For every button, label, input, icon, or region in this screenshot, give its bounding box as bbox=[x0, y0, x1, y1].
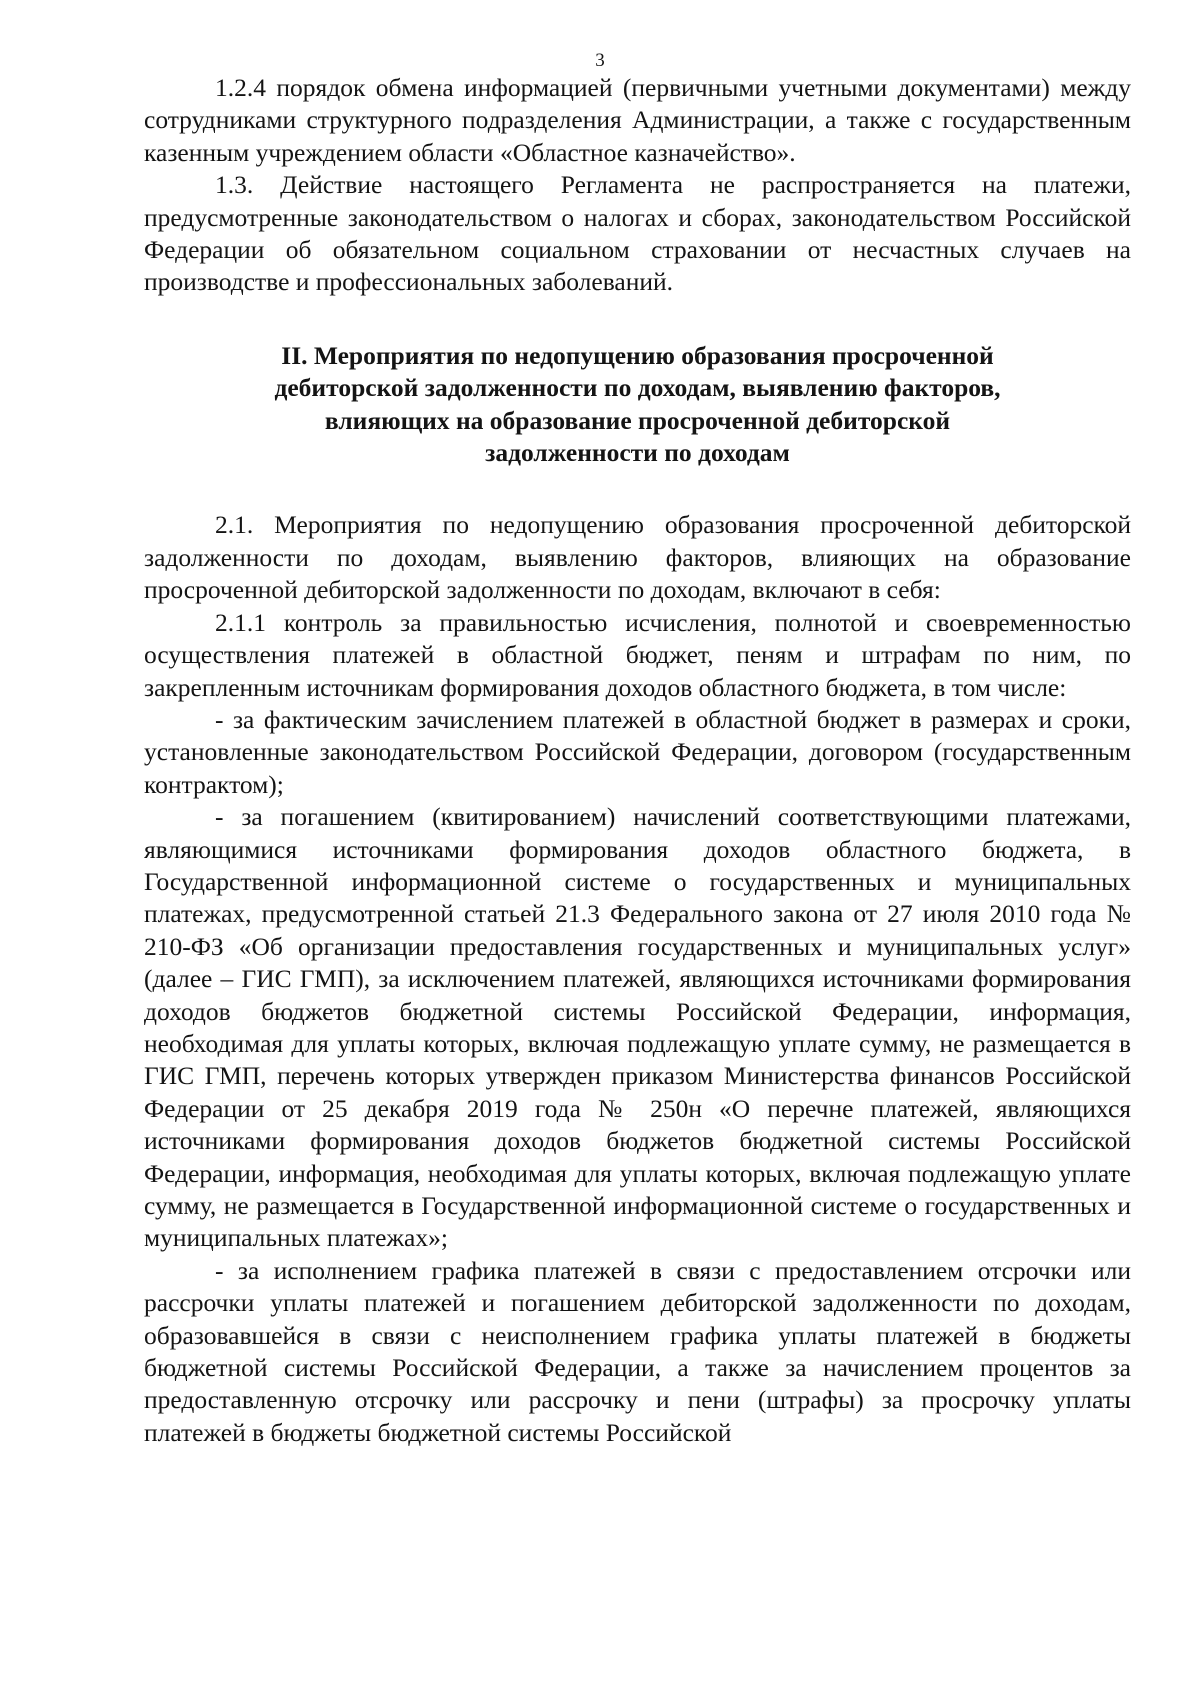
paragraph-1-2-4: 1.2.4 порядок обмена информацией (первичными учетными документами) между сотрудниками структурного подразделения Администрации, а также с государственным казенным учреждением области «Областное казначейство». bbox=[144, 73, 1131, 167]
page-number: 3 bbox=[595, 50, 605, 71]
section-heading bbox=[144, 340, 1131, 470]
paragraph-2-1-1: 2.1.1 контроль за правильностью исчисления, полнотой и своевременностью осуществления платежей в областной бюджет, пеням и штрафам по ним, по закрепленным источникам формирования доходов областного бюджета, в том числе: bbox=[144, 607, 1131, 702]
bullet-paragraph: - за исполнением графика платежей в связи с предоставлением отсрочки или рассрочки уплаты платежей и погашением дебиторской задолженности по доходам, образовавшейся в связи с неисполнением графика уплаты платежей в бюджеты бюджетной системы Российской Федерации, а также за начислением процентов за предоставленную отсрочку или рассрочку и пени (штрафы) за просрочку уплаты платежей в бюджеты бюджетной системы Российской bbox=[144, 1255, 1131, 1447]
document-body bbox=[144, 72, 1131, 1449]
section-heading-line: II. Мероприятия по недопущению образования просроченной bbox=[281, 340, 994, 370]
paragraph-2-1: 2.1. Мероприятия по недопущению образования просроченной дебиторской задолженности по доходам, выявлению факторов, влияющих на образование просроченной дебиторской задолженности по доходам, включают в себя: bbox=[144, 510, 1131, 605]
section-heading-line: дебиторской задолженности по доходам, выявлению факторов, bbox=[274, 373, 1001, 403]
paragraph-1-3: 1.3. Действие настоящего Регламента не распространяется на платежи, предусмотренные законодательством о налогах и сборах, законодательством Российской Федерации об обязательном социальном страховании от несчастных случаев на производстве и профессиональных заболеваний. bbox=[144, 170, 1131, 297]
bullet-paragraph: - за фактическим зачислением платежей в областной бюджет в размерах и сроки, установленные законодательством Российской Федерации, договором (государственным контрактом); bbox=[144, 704, 1131, 799]
section-heading-line: задолженности по доходам bbox=[485, 438, 790, 468]
bullet-paragraph: - за погашением (квитированием) начислений соответствующими платежами, являющимися источниками формирования доходов областного бюджета, в Государственной информационной системе о государственных и муниципальных платежах, предусмотренной статьей 21.3 Федерального закона от 27 июля 2010 года № 210-ФЗ «Об организации предоставления государственных и муниципальных услуг» (далее – ГИС ГМП), за исключением платежей, являющихся источниками формирования доходов бюджетов бюджетной системы Российской Федерации, информация, необходимая для уплаты которых, включая подлежащую уплате сумму, не размещается в ГИС ГМП, перечень которых утвержден приказом Министерства финансов Российской Федерации от 25 декабря 2019 года № 250н «О перечне платежей, являющихся источниками формирования доходов бюджетов бюджетной системы Российской Федерации, информация, необходимая для уплаты которых, включая подлежащую уплате сумму, не размещается в Государственной информационной системе о государственных и муниципальных платежах»; bbox=[144, 802, 1131, 1253]
section-heading-line: влияющих на образование просроченной дебиторской bbox=[324, 405, 951, 435]
